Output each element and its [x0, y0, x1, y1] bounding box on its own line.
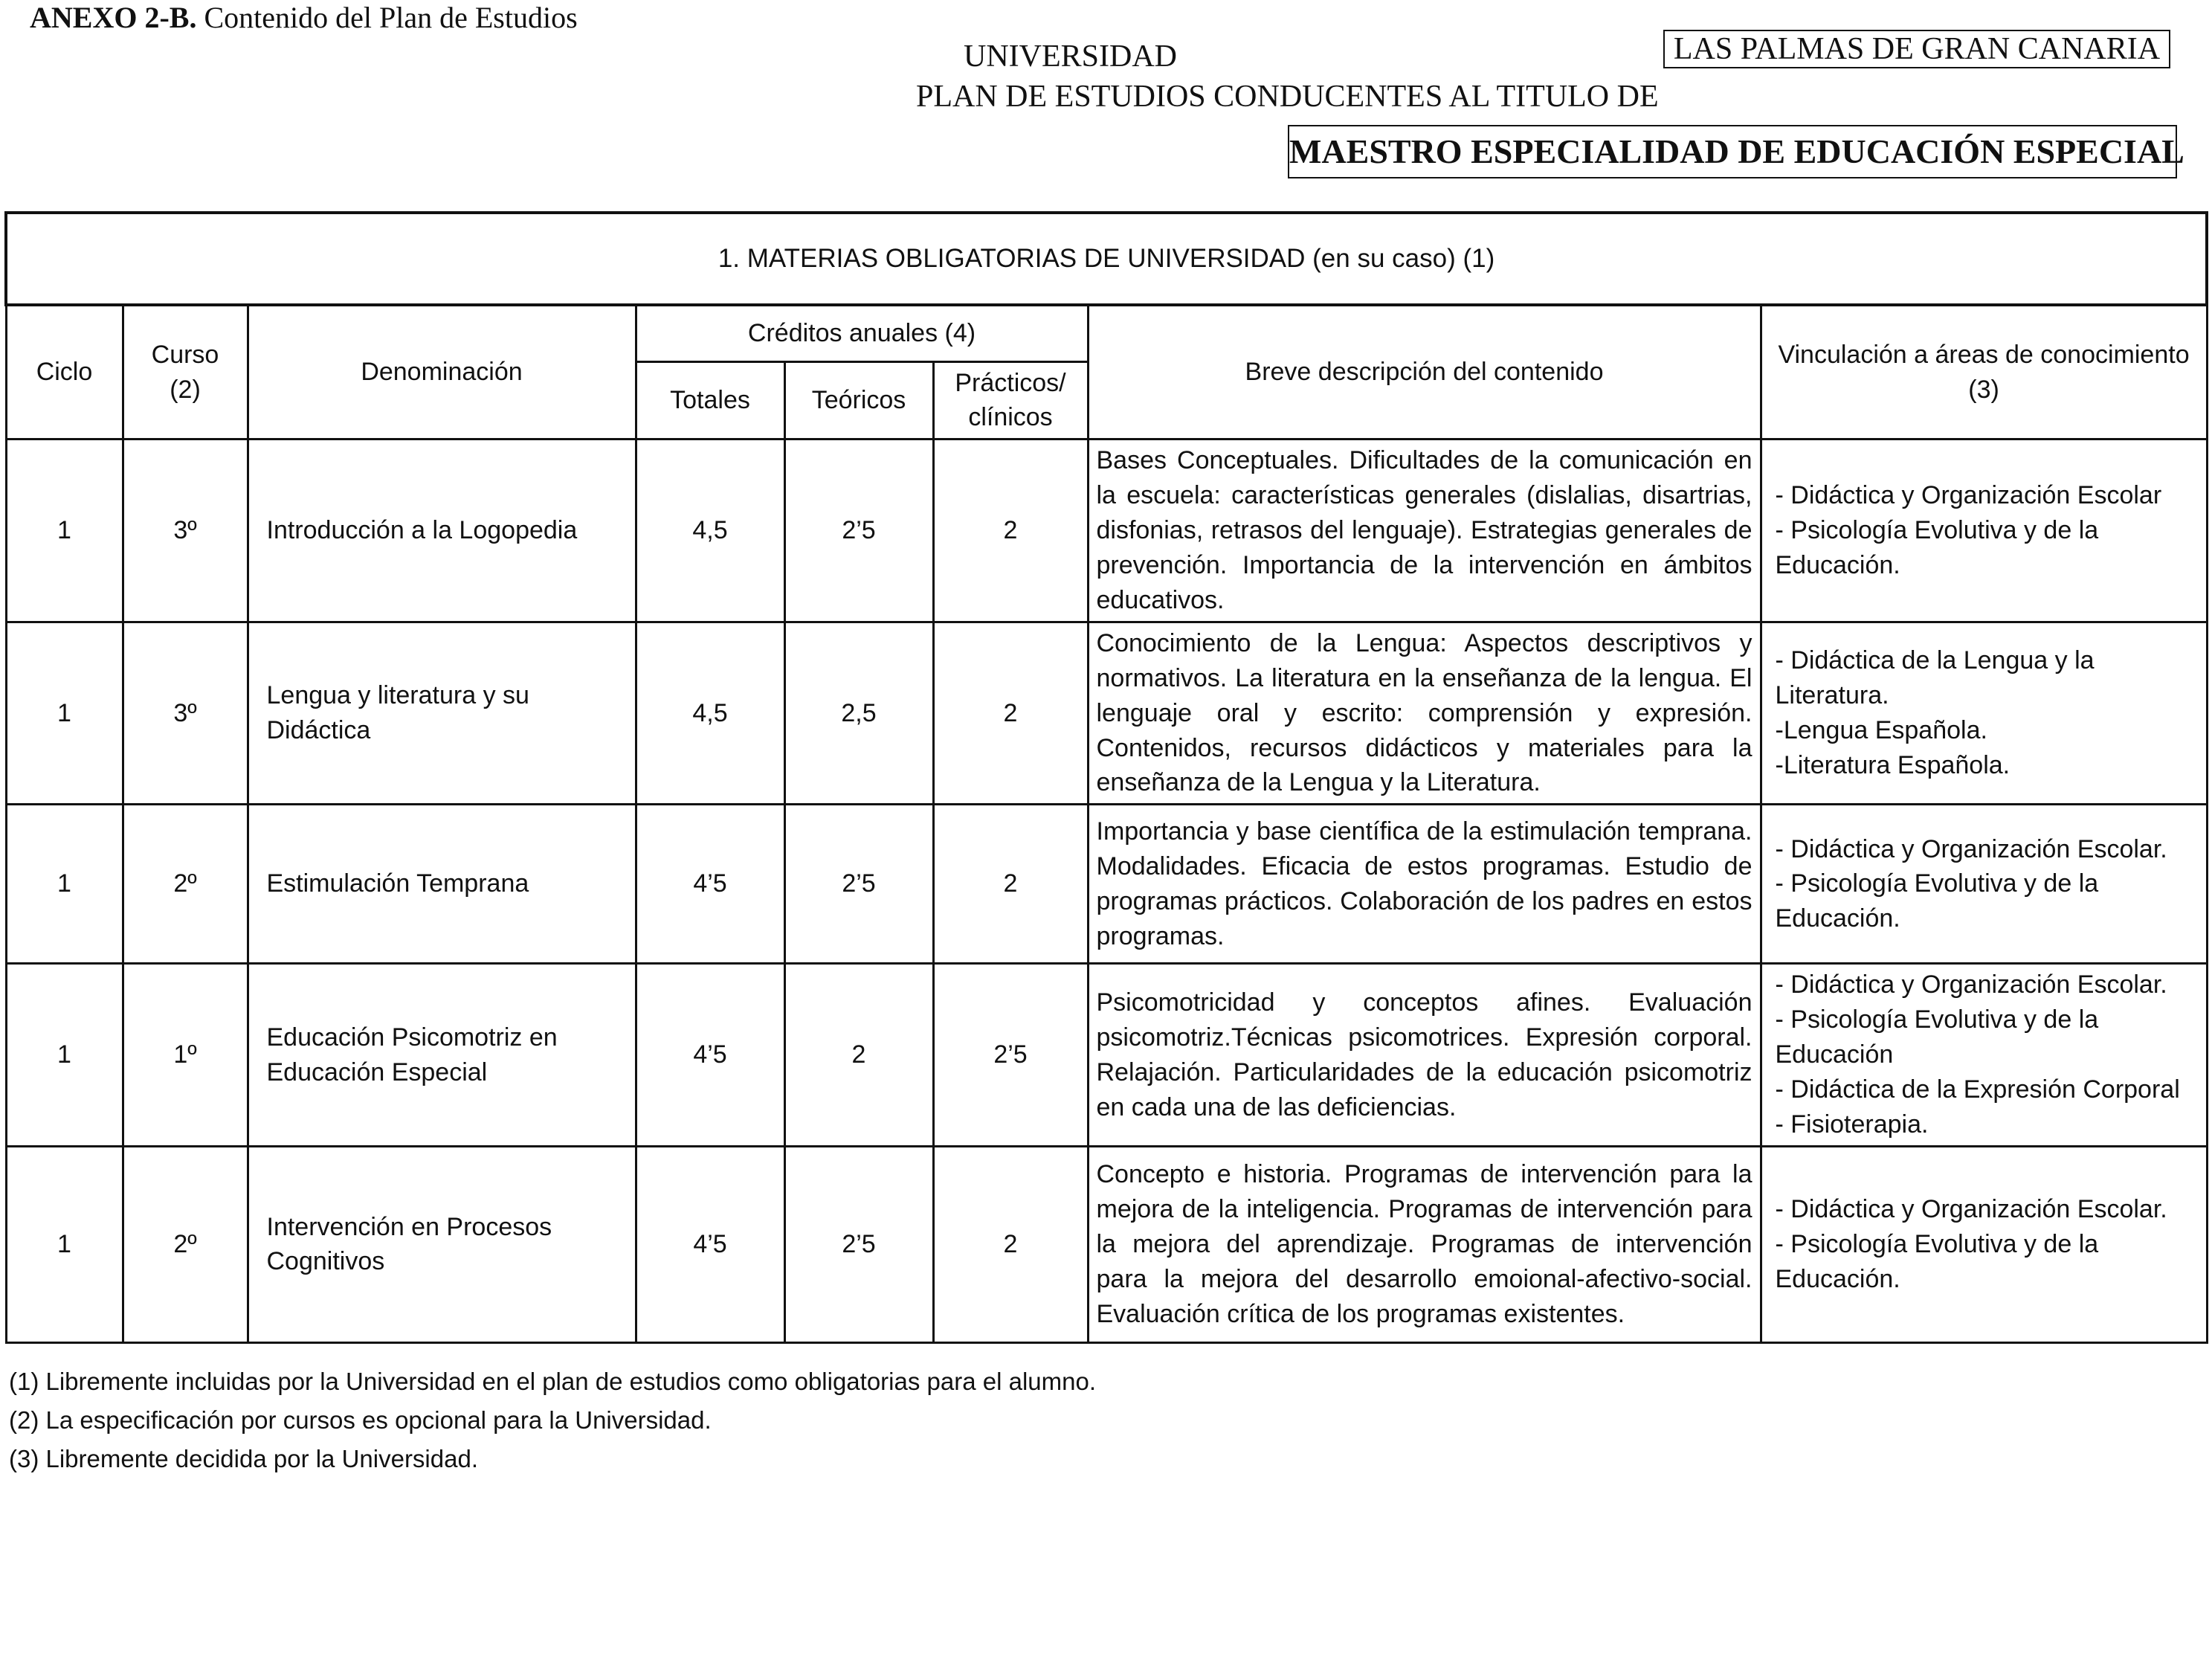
row-teoricos: 2,5 — [784, 622, 933, 805]
header-descripcion: Breve descripción del contenido — [1088, 305, 1761, 440]
table-row — [6, 1146, 2207, 1342]
row-areas — [1761, 1146, 2207, 1342]
area-item: - Didáctica y Organización Escolar. — [1775, 970, 2167, 999]
row-areas — [1761, 805, 2207, 964]
annex-title: Contenido del Plan de Estudios — [204, 1, 578, 34]
row-descripcion: Importancia y base científica de la estimulación temprana. Modalidades. Eficacia de estos programas. Estudio de programas prácticos. Colaboración de los padres en estos programas. — [1088, 805, 1761, 964]
area-item: - Didáctica y Organización Escolar. — [1775, 834, 2167, 863]
row-practicos: 2 — [933, 622, 1088, 805]
area-item: - Didáctica de la Lengua y la Literatura. — [1775, 646, 2095, 710]
row-curso: 2º — [123, 805, 248, 964]
row-ciclo: 1 — [6, 964, 123, 1147]
area-item: - Psicología Evolutiva y de la Educación. — [1775, 869, 2099, 933]
row-practicos: 2 — [933, 1146, 1088, 1342]
area-item: - Psicología Evolutiva y de la Educación — [1775, 1005, 2099, 1069]
row-teoricos: 2’5 — [784, 440, 933, 622]
row-totales: 4’5 — [636, 964, 784, 1147]
footnote: (2) La especificación por cursos es opcional para la Universidad. — [9, 1406, 712, 1434]
row-totales: 4’5 — [636, 805, 784, 964]
row-teoricos: 2’5 — [784, 1146, 933, 1342]
university-name-box: LAS PALMAS DE GRAN CANARIA — [1663, 30, 2170, 68]
row-descripcion: Bases Conceptuales. Dificultades de la comunicación en la escuela: características generales (dislalias, disartrias, disfonias, retrasos del lenguaje). Estrategias generales de prevención. Importancia de la intervención en ámbitos educativos. — [1088, 440, 1761, 622]
area-item: - Didáctica y Organización Escolar — [1775, 481, 2162, 510]
row-denominacion: Lengua y literatura y su Didáctica — [248, 622, 636, 805]
row-ciclo: 1 — [6, 805, 123, 964]
header-practicos-line2: clínicos — [968, 403, 1053, 432]
header-vinculacion-label: Vinculación a áreas de conocimiento — [1778, 340, 2190, 369]
area-item: -Lengua Española. — [1775, 716, 1987, 745]
table-row — [6, 964, 2207, 1147]
footnote: (1) Libremente incluidas por la Universidad en el plan de estudios como obligatorias para el alumno. — [9, 1368, 1096, 1395]
area-item: - Psicología Evolutiva y de la Educación. — [1775, 516, 2099, 580]
row-denominacion: Intervención en Procesos Cognitivos — [248, 1146, 636, 1342]
header-denominacion: Denominación — [248, 305, 636, 440]
area-item: - Psicología Evolutiva y de la Educación. — [1775, 1229, 2099, 1293]
annex-heading — [30, 0, 578, 35]
degree-title-box: MAESTRO ESPECIALIDAD DE EDUCACIÓN ESPECIAL — [1288, 125, 2177, 178]
row-areas — [1761, 440, 2207, 622]
row-totales: 4,5 — [636, 440, 784, 622]
row-curso: 1º — [123, 964, 248, 1147]
row-areas — [1761, 622, 2207, 805]
area-item: - Didáctica de la Expresión Corporal — [1775, 1075, 2180, 1104]
header-curso-note: (2) — [170, 375, 201, 404]
section-title: 1. MATERIAS OBLIGATORIAS DE UNIVERSIDAD (en su caso) (1) — [6, 213, 2207, 305]
row-ciclo: 1 — [6, 622, 123, 805]
plan-title: PLAN DE ESTUDIOS CONDUCENTES AL TITULO DE — [916, 80, 1659, 114]
row-descripcion: Concepto e historia. Programas de intervención para la mejora de la inteligencia. Programas de intervención para la mejora del aprendizaje. Programas de intervención para la mejora del desarrollo emoional-afectivo-social. Evaluación crítica de los programas existentes. — [1088, 1146, 1761, 1342]
header-curso-label: Curso — [151, 340, 219, 369]
area-item: - Fisioterapia. — [1775, 1110, 1929, 1139]
row-practicos: 2 — [933, 440, 1088, 622]
row-descripcion: Conocimiento de la Lengua: Aspectos descriptivos y normativos. La literatura en la enseñanza de la lengua. El lenguaje oral y escrito: comprensión y expresión. Contenidos, recursos didácticos y materiales para la enseñanza de la Lengua y la Literatura. — [1088, 622, 1761, 805]
header-practicos-line1: Prácticos/ — [955, 368, 1066, 397]
header-vinculacion-note: (3) — [1968, 375, 1999, 404]
table-row — [6, 622, 2207, 805]
row-denominacion: Estimulación Temprana — [248, 805, 636, 964]
row-denominacion: Educación Psicomotriz en Educación Especial — [248, 964, 636, 1147]
footnote: (3) Libremente decidida por la Universidad. — [9, 1445, 478, 1472]
row-denominacion: Introducción a la Logopedia — [248, 440, 636, 622]
row-areas — [1761, 964, 2207, 1147]
row-curso: 2º — [123, 1146, 248, 1342]
row-curso: 3º — [123, 440, 248, 622]
subjects-table — [4, 211, 2208, 1344]
area-item: -Literatura Española. — [1775, 751, 2011, 780]
area-item: - Didáctica y Organización Escolar. — [1775, 1195, 2167, 1224]
header-creditos: Créditos anuales (4) — [636, 305, 1088, 361]
row-practicos: 2 — [933, 805, 1088, 964]
footnotes — [9, 1362, 1096, 1478]
row-totales: 4’5 — [636, 1146, 784, 1342]
row-teoricos: 2’5 — [784, 805, 933, 964]
row-totales: 4,5 — [636, 622, 784, 805]
header-practicos — [933, 361, 1088, 440]
header-curso — [123, 305, 248, 440]
table-row — [6, 440, 2207, 622]
header-teoricos: Teóricos — [784, 361, 933, 440]
row-teoricos: 2 — [784, 964, 933, 1147]
universidad-label: UNIVERSIDAD — [964, 39, 1177, 74]
header-vinculacion — [1761, 305, 2207, 440]
header-ciclo: Ciclo — [6, 305, 123, 440]
row-practicos: 2’5 — [933, 964, 1088, 1147]
table-row — [6, 805, 2207, 964]
annex-label: ANEXO 2-B. — [30, 1, 197, 34]
header-totales: Totales — [636, 361, 784, 440]
row-curso: 3º — [123, 622, 248, 805]
row-descripcion: Psicomotricidad y conceptos afines. Evaluación psicomotriz.Técnicas psicomotrices. Expresión corporal. Relajación. Particularidades de la educación psicomotriz en cada una de las deficiencias. — [1088, 964, 1761, 1147]
row-ciclo: 1 — [6, 440, 123, 622]
row-ciclo: 1 — [6, 1146, 123, 1342]
